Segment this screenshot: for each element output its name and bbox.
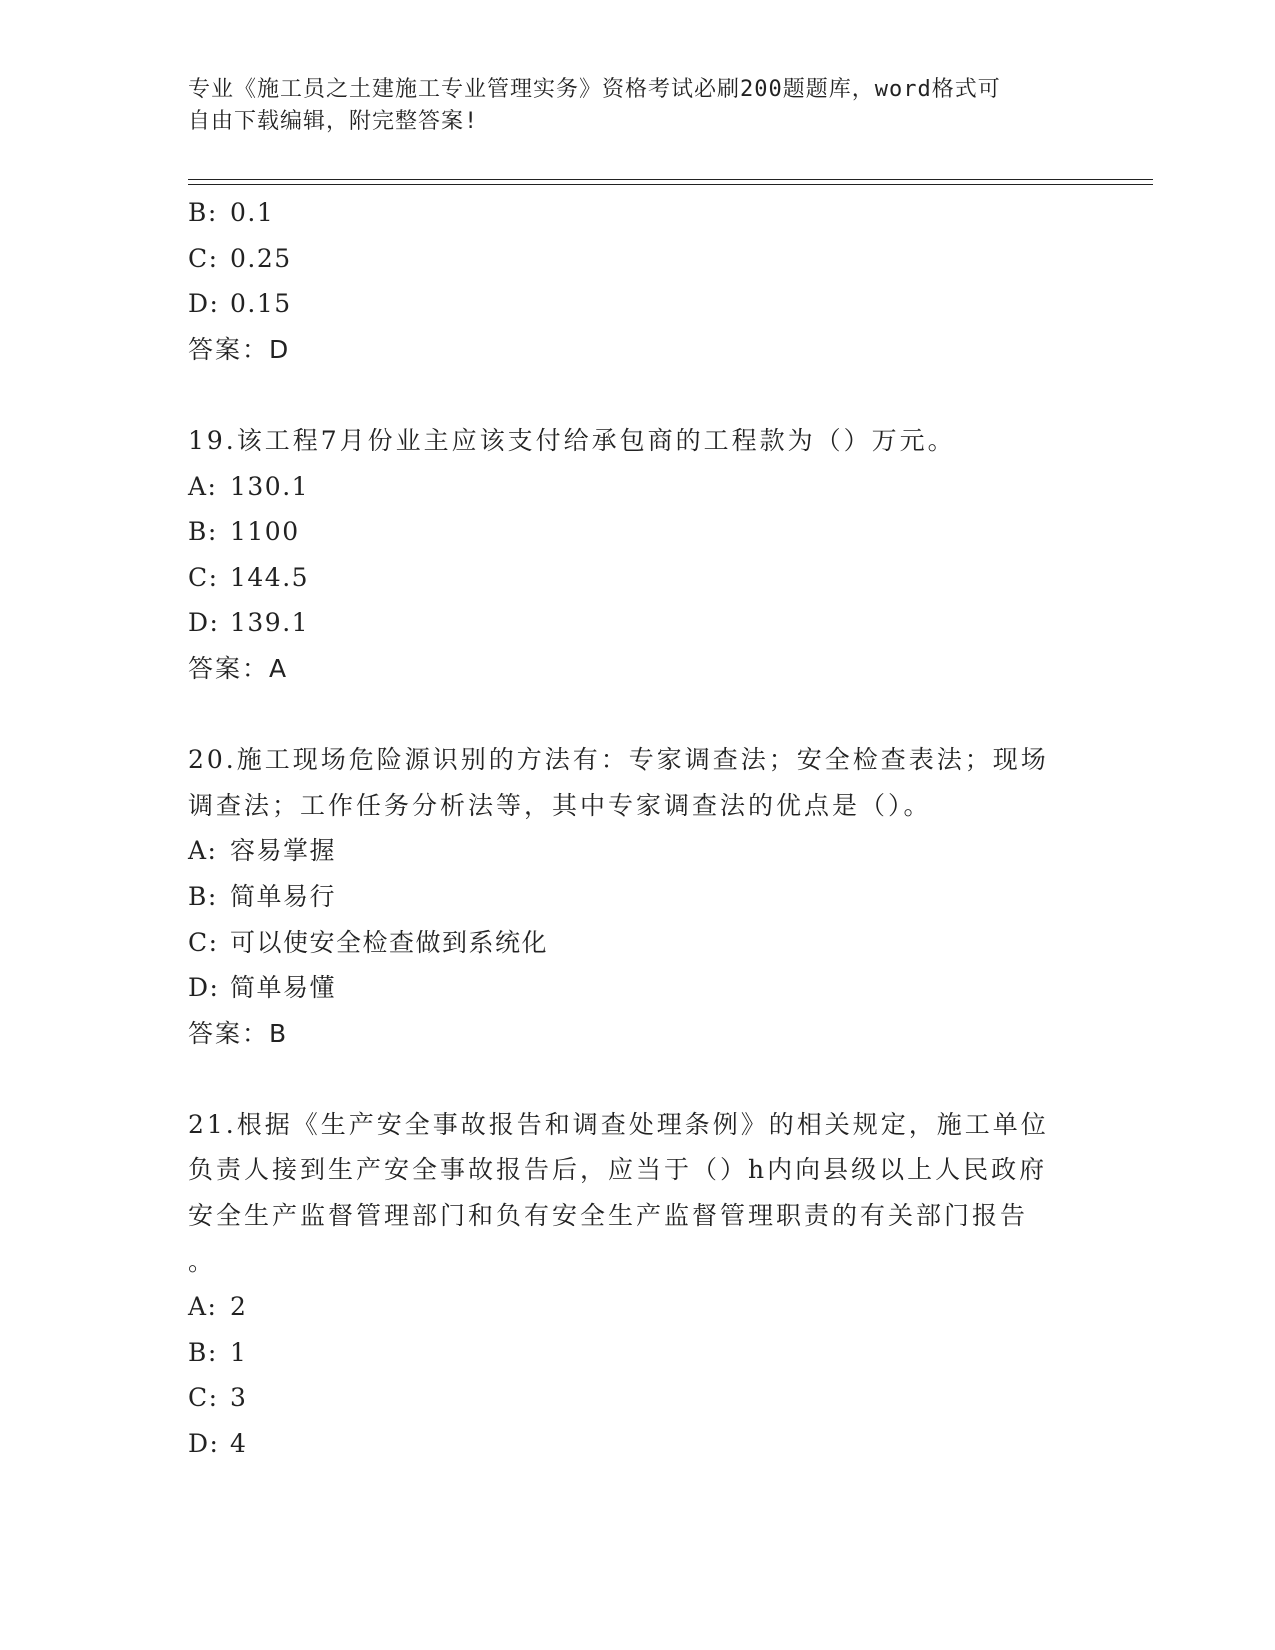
option-key: D: [188,289,220,319]
option-b [188,190,1088,236]
header-title-line-1: 专业《施工员之土建施工专业管理实务》资格考试必刷200题题库，word格式可 [188,77,1001,102]
question-list [188,190,1088,1467]
question-block-20 [188,737,1088,1056]
answer-line: 答案：A [188,653,289,683]
option-c [188,1375,1088,1421]
option-key: C: [188,1383,219,1413]
option-b [188,1330,1088,1376]
option-text: 130.1 [230,471,310,501]
question-text-line-4: 。 [188,1246,217,1276]
option-text: 简单易行 [230,881,337,911]
option-text: 可以使安全检查做到系统化 [230,927,549,957]
question-text: 19.该工程7月份业主应该支付给承包商的工程款为（）万元。 [188,425,956,455]
option-a [188,828,1088,874]
question-block-21 [188,1102,1088,1467]
spacer [188,692,1088,738]
option-key: B: [188,517,218,547]
option-key: B: [188,1337,218,1367]
option-d [188,281,1088,327]
answer-line: 答案：B [188,1018,289,1048]
question-text-line-2: 负责人接到生产安全事故报告后，应当于（）h内向县级以上人民政府 [188,1155,1048,1185]
option-b [188,509,1088,555]
option-key: D: [188,608,220,638]
option-key: B: [188,198,218,227]
option-text: 简单易懂 [230,973,337,1003]
option-text: 1 [230,1337,248,1367]
option-d [188,1421,1088,1467]
question-block-continued [188,190,1088,372]
option-text: 1100 [230,517,300,547]
option-text: 4 [230,1429,248,1459]
option-text: 3 [230,1383,248,1413]
option-c [188,236,1088,282]
spacer [188,372,1088,418]
option-key: D: [188,1429,220,1459]
option-text: 144.5 [230,562,310,592]
option-key: D: [188,973,220,1003]
option-text: 0.25 [230,243,292,273]
option-key: C: [188,562,219,592]
spacer [188,1056,1088,1102]
question-text-line-1: 20.施工现场危险源识别的方法有：专家调查法；安全检查表法；现场 [188,745,1049,775]
option-d [188,965,1088,1011]
option-c [188,555,1088,601]
header-divider-top [188,179,1153,180]
question-text-line-3: 安全生产监督管理部门和负有安全生产监督管理职责的有关部门报告 [188,1201,1029,1231]
answer-line: 答案：D [188,334,291,364]
option-text: 2 [230,1292,248,1322]
option-key: C: [188,927,219,957]
option-text: 容易掌握 [230,836,337,866]
option-c [188,920,1088,966]
question-text-line-1: 21.根据《生产安全事故报告和调查处理条例》的相关规定，施工单位 [188,1109,1049,1139]
option-a [188,464,1088,510]
option-key: A: [188,1292,218,1322]
option-key: C: [188,243,219,273]
option-text: 139.1 [230,608,310,638]
option-key: B: [188,881,218,911]
option-text: 0.15 [230,289,292,319]
document-header [188,74,1068,138]
option-key: A: [188,836,218,866]
question-block-19 [188,418,1088,692]
option-text: 0.1 [230,198,275,227]
option-b [188,874,1088,920]
header-title-line-2: 自由下载编辑，附完整答案! [188,109,479,134]
question-text-line-2: 调查法；工作任务分析法等，其中专家调查法的优点是（）。 [188,790,932,820]
option-key: A: [188,471,218,501]
option-d [188,600,1088,646]
header-divider-bottom [188,184,1153,185]
option-a [188,1284,1088,1330]
